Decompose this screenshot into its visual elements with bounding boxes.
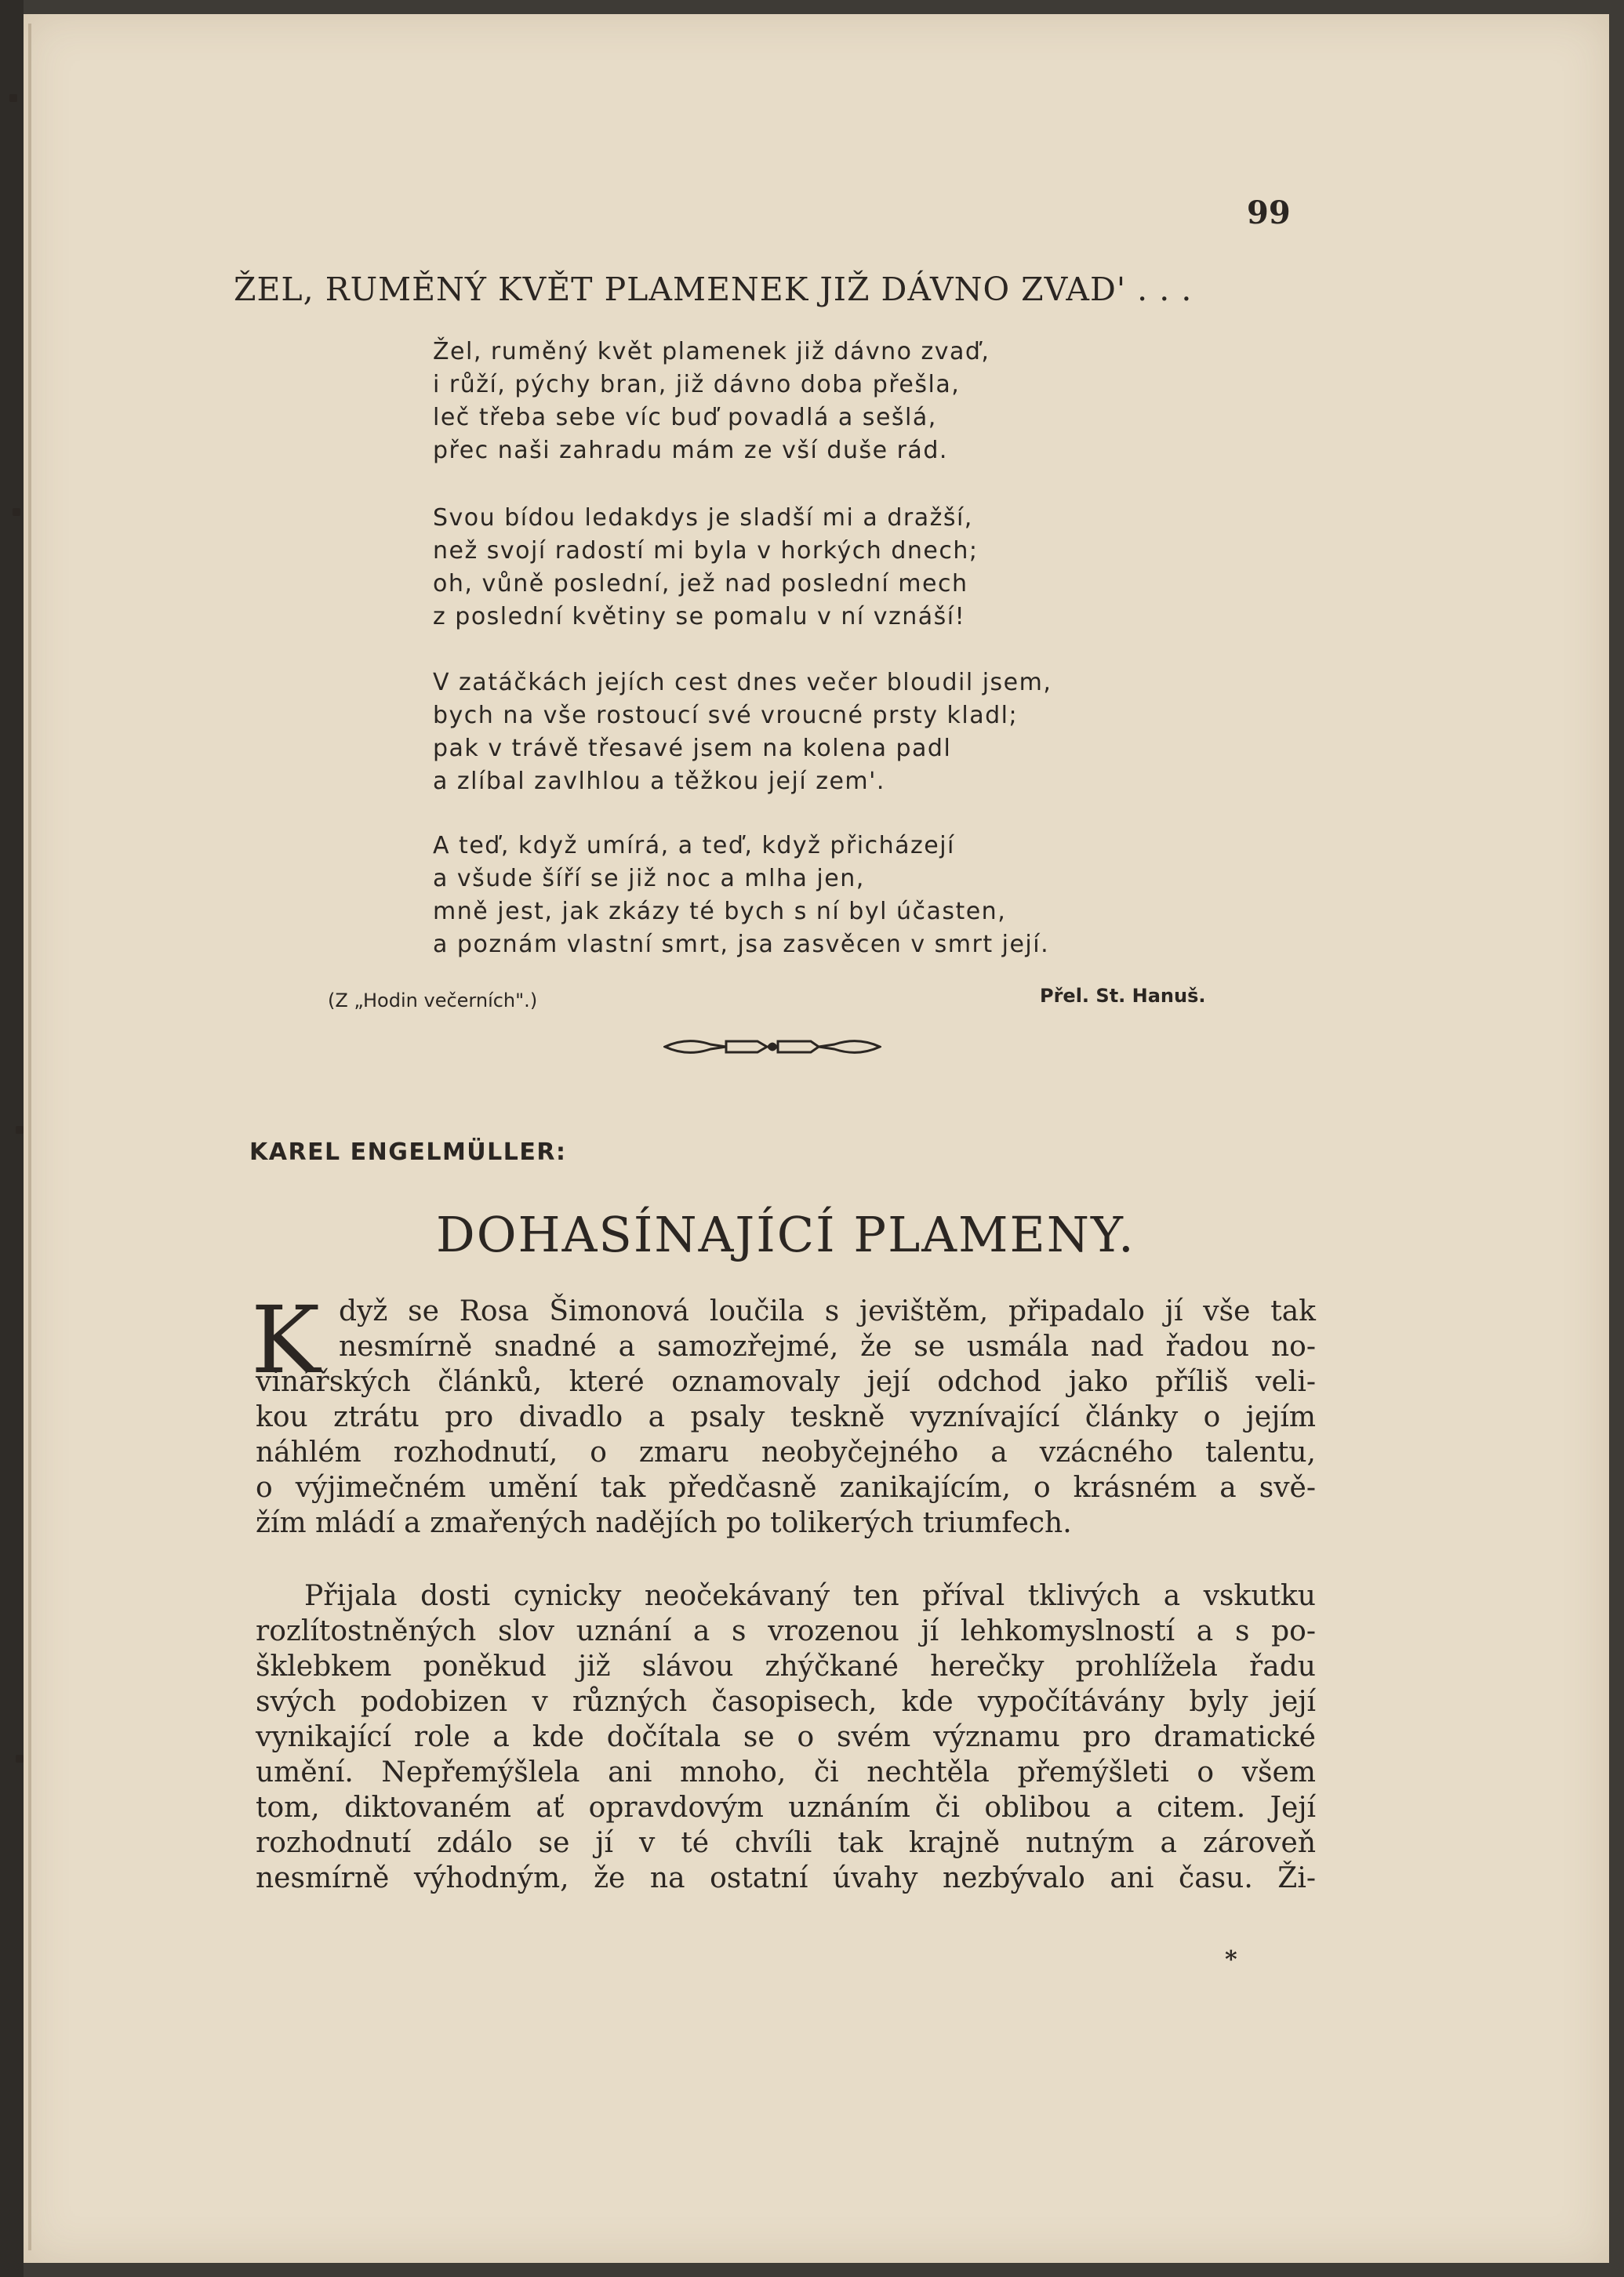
drop-cap-letter: K [251, 1286, 321, 1394]
prose-line: šklebkem poněkud již slávou zhýčkané herečky prohlížela řadu [256, 1651, 1316, 1683]
prose-line: rozhodnutí zdálo se jí v té chvíli tak krajně nutným a zároveň [256, 1827, 1316, 1859]
book-spine [0, 0, 24, 2277]
poem-verse: bych na vše rostoucí své vroucné prsty kladl; [433, 702, 1019, 729]
prose-line: Přijala dosti cynicky neočekávaný ten příval tklivých a vskutku [304, 1580, 1316, 1612]
poem-translator: Přel. St. Hanuš. [1040, 985, 1206, 1007]
poem-verse: i růží, pýchy bran, již dávno doba přešla, [433, 371, 961, 398]
prose-line: žím mládí a zmařených nadějích po tolikerých triumfech. [256, 1507, 1072, 1539]
poem-stanza-1 [433, 336, 1170, 467]
poem-verse: oh, vůně poslední, jež nad poslední mech [433, 570, 968, 597]
poem-verse: a zlíbal zavlhlou a těžkou její zem'. [433, 768, 885, 795]
story-title: DOHASÍNAJÍCÍ PLAMENY. [436, 1206, 1135, 1263]
margin-speck [9, 94, 17, 102]
poem-verse: A teď, když umírá, a teď, když přicházejí [433, 832, 955, 859]
prose-line: vynikající role a kde dočítala se o svém významu pro dramatické [256, 1721, 1316, 1753]
poem-verse: Žel, ruměný květ plamenek již dávno zvaď, [433, 338, 990, 365]
prose-line: svých podobizen v různých časopisech, kde vypočítávány byly její [256, 1686, 1316, 1718]
prose-line: o výjimečném umění tak předčasně zanikajícím, o krásném a svě- [256, 1472, 1316, 1504]
poem-verse: Svou bídou ledakdys je sladší mi a dražší, [433, 504, 973, 532]
poem-verse: mně jest, jak zkázy té bych s ní byl účasten, [433, 898, 1007, 925]
signature-mark: * [1225, 1946, 1237, 1974]
poem-verse: a poznám vlastní smrt, jsa zasvěcen v smrt její. [433, 931, 1050, 958]
margin-speck [16, 1126, 24, 1134]
poem-stanza-4 [433, 830, 1170, 961]
poem-verse: a všude šíří se již noc a mlha jen, [433, 865, 865, 892]
prose-line: vinářských článků, které oznamovaly její odchod jako příliš veli- [256, 1366, 1316, 1398]
poem-source: (Z „Hodin večerních".) [328, 990, 538, 1011]
poem-stanza-2 [433, 502, 1170, 634]
prose-line: nesmírně výhodným, že na ostatní úvahy nezbývalo ani času. Ži- [256, 1862, 1316, 1894]
poem-title: ŽEL, RUMĚNÝ KVĚT PLAMENEK JIŽ DÁVNO ZVAD' . . . [234, 271, 1193, 308]
ornament-divider [663, 1033, 881, 1060]
gutter-shadow [28, 24, 31, 2250]
poem-verse: přec naši zahradu mám ze vší duše rád. [433, 437, 948, 464]
poem-verse: z poslední květiny se pomalu v ní vznáší! [433, 603, 966, 630]
prose-line: dyž se Rosa Šimonová loučila s jevištěm, připadalo jí vše tak [339, 1295, 1316, 1327]
poem-verse: pak v trávě třesavé jsem na kolena padl [433, 735, 952, 762]
poem-verse: leč třeba sebe víc buď povadlá a sešlá, [433, 404, 937, 431]
prose-line: kou ztrátu pro divadlo a psaly teskně vyznívající články o jejím [256, 1401, 1316, 1433]
poem-verse: V zatáčkách jejích cest dnes večer bloudil jsem, [433, 669, 1052, 696]
page-number: 99 [1247, 194, 1291, 231]
margin-speck [13, 508, 20, 516]
prose-line: náhlém rozhodnutí, o zmaru neobyčejného a vzácného talentu, [256, 1436, 1316, 1469]
prose-line: rozlítostněných slov uznání a s vrozenou jí lehkomyslností a s po- [256, 1615, 1316, 1647]
story-author: KAREL ENGELMÜLLER: [249, 1138, 567, 1166]
poem-stanza-3 [433, 666, 1170, 798]
prose-line: umění. Nepřemýšlela ani mnoho, či nechtěla přemýšleti o všem [256, 1756, 1316, 1789]
story-paragraph-1 [256, 1294, 1316, 1541]
story-paragraph-2 [256, 1578, 1316, 1896]
margin-speck [16, 1755, 24, 1763]
prose-line: nesmírně snadné a samozřejmé, že se usmála nad řadou no- [339, 1331, 1316, 1363]
prose-line: tom, diktovaném ať opravdovým uznáním či oblibou a citem. Její [256, 1792, 1316, 1824]
poem-verse: než svojí radostí mi byla v horkých dnech; [433, 537, 979, 565]
